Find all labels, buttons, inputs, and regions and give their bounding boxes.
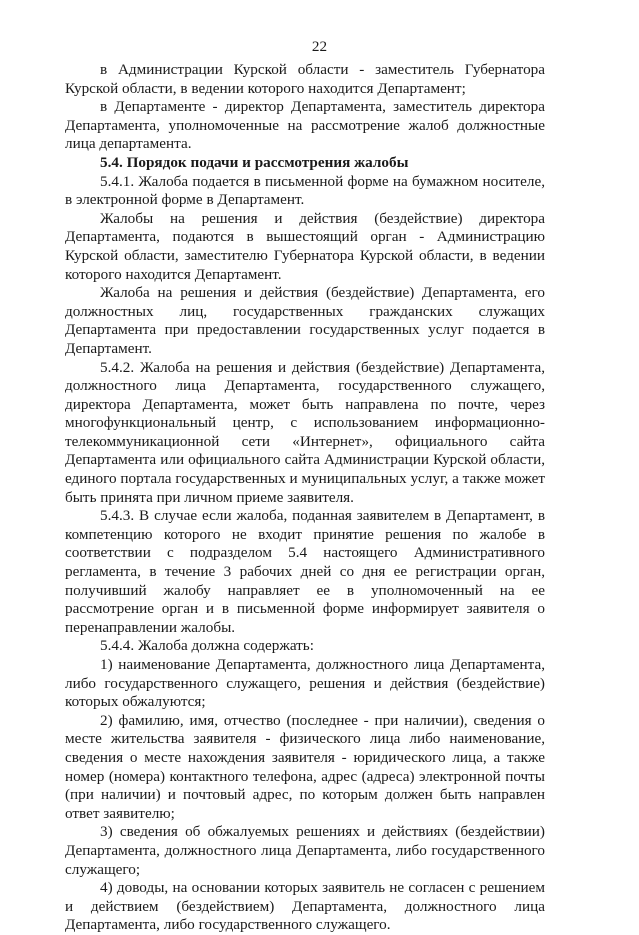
paragraph: в Администрации Курской области - заместитель Губернатора Курской области, в ведении которого находится Департамент; [65,61,545,97]
paragraph: 5.4.1. Жалоба подается в письменной форме на бумажном носителе, в электронной форме в Департамент. [65,172,545,209]
document-body [65,61,545,935]
paragraph: Жалоба на решения и действия (бездействие) Департамента, его должностных лиц, государственных гражданских служащих Департамента при предоставлении государственных услуг подается в Департамент. [65,284,545,357]
page-number: 22 [311,38,328,55]
paragraph: 5.4.2. Жалоба на решения и действия (бездействие) Департамента, должностного лица Департамента, государственного служащего, директора Департамента, может быть направлена по почте, через многофункциональный центр, с использованием информационно-телекоммуникационной сети «Интернет», официального сайта Департамента или официального сайта Администрации Курской области, единого портала государственных и муниципальных услуг, а также может быть принята при личном приеме заявителя. [65,358,545,506]
paragraph: 5.4.3. В случае если жалоба, поданная заявителем в Департамент, в компетенцию которого не входит принятие решения по жалобе в соответствии с подразделом 5.4 настоящего Административного регламента, в течение 3 рабочих дней со дня ее регистрации орган, получивший жалобу направляет ее в уполномоченный на ее рассмотрение орган и в письменной форме информирует заявителя о перенаправлении жалобы. [65,507,545,636]
list-item: 2) фамилию, имя, отчество (последнее - при наличии), сведения о месте жительства заявителя - физического лица либо наименование, сведения о месте нахождения заявителя - юридического лица, а также номер (номера) контактного телефона, адрес (адреса) электронной почты (при наличии) и почтовый адрес, по которым должен быть направлен ответ заявителю; [65,711,545,822]
list-item: 1) наименование Департамента, должностного лица Департамента, либо государственного служащего, решения и действия (бездействие) которых обжалуются; [65,656,545,711]
list-item: 4) доводы, на основании которых заявитель не согласен с решением и действием (бездействием) Департамента, должностного лица Департамента, либо государственного служащего. [65,879,545,934]
section-heading: 5.4. Порядок подачи и рассмотрения жалобы [100,153,409,171]
paragraph: Жалобы на решения и действия (бездействие) директора Департамента, подаются в вышестоящий орган - Администрацию Курской области, заместителю Губернатора Курской области, в ведении которого находится Департамент. [65,209,545,283]
list-item: 3) сведения об обжалуемых решениях и действиях (бездействии) Департамента, должностного лица Департамента, либо государственного служащего; [65,823,545,878]
paragraph: в Департаменте - директор Департамента, заместитель директора Департамента, уполномоченные на рассмотрение жалоб должностные лица департамента. [65,98,545,153]
paragraph: 5.4.4. Жалоба должна содержать: [100,637,314,655]
